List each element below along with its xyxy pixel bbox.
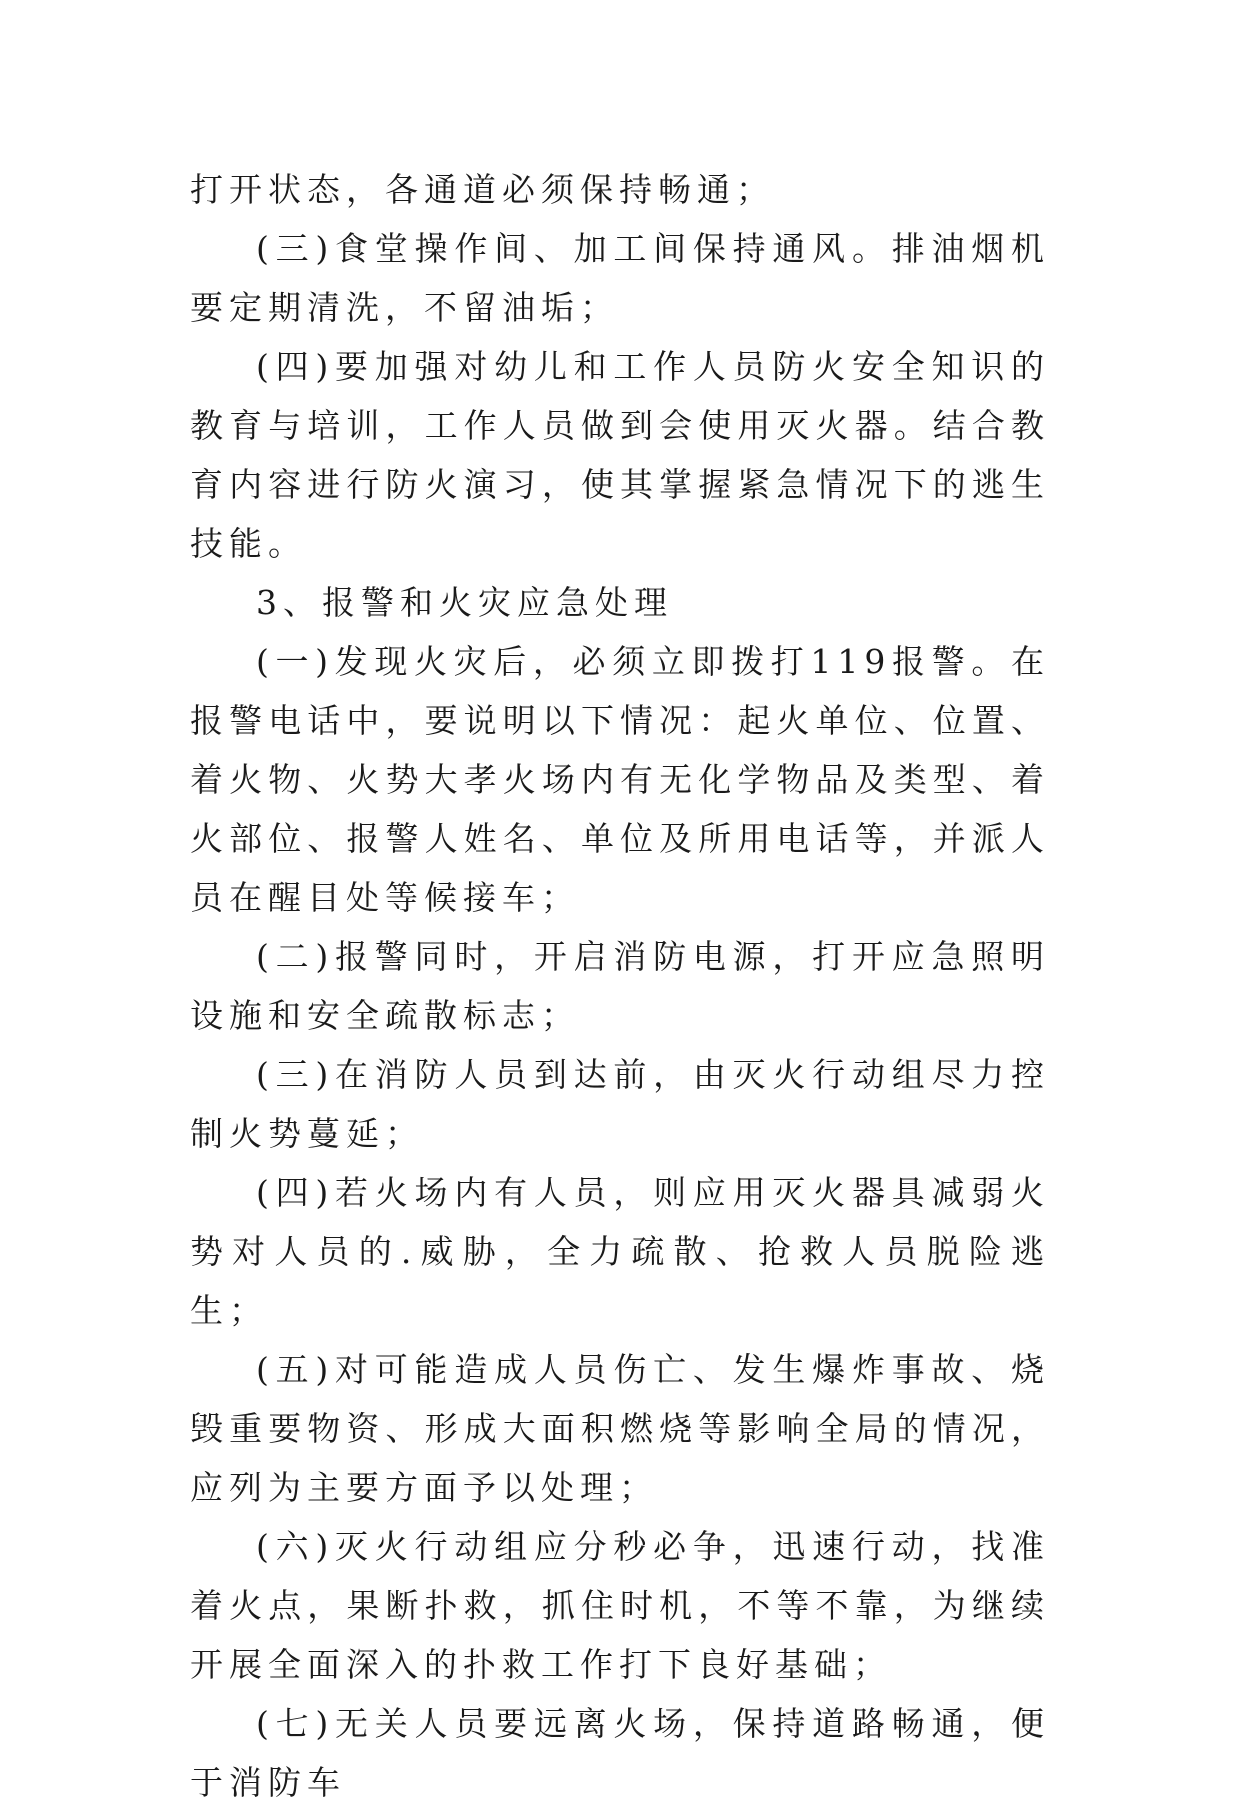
paragraph-1: 打开状态，各通道必须保持畅通；	[190, 170, 775, 209]
paragraph-6: (二)报警同时，开启消防电源，打开应急照明设施和安全疏散标志；	[190, 937, 1050, 1035]
paragraph-9: (五)对可能造成人员伤亡、发生爆炸事故、烧毁重要物资、形成大面积燃烧等影响全局的情况，应列为主要方面予以处理；	[190, 1350, 1050, 1507]
section-heading: 3、报警和火灾应急处理	[256, 583, 673, 622]
paragraph-5: (一)发现火灾后，必须立即拨打119报警。在报警电话中，要说明以下情况：起火单位、位置、着火物、火势大孝火场内有无化学物品及类型、着火部位、报警人姓名、单位及所用电话等，并派人员在醒目处等候接车；	[190, 642, 1050, 917]
paragraph-3: (四)要加强对幼儿和工作人员防火安全知识的教育与培训，工作人员做到会使用灭火器。结合教育内容进行防火演习，使其掌握紧急情况下的逃生技能。	[190, 347, 1050, 563]
paragraph-2: (三)食堂操作间、加工间保持通风。排油烟机要定期清洗，不留油垢；	[190, 229, 1050, 327]
paragraph-7: (三)在消防人员到达前，由灭火行动组尽力控制火势蔓延；	[190, 1055, 1050, 1153]
document-body	[190, 160, 1050, 1812]
paragraph-10: (六)灭火行动组应分秒必争，迅速行动，找准着火点，果断扑救，抓住时机，不等不靠，为继续开展全面深入的扑救工作打下良好基础；	[190, 1527, 1050, 1684]
paragraph-11: (七)无关人员要远离火场，保持道路畅通，便于消防车	[190, 1704, 1050, 1802]
paragraph-8: (四)若火场内有人员，则应用灭火器具减弱火势对人员的.威胁，全力疏散、抢救人员脱险逃生；	[190, 1173, 1050, 1330]
